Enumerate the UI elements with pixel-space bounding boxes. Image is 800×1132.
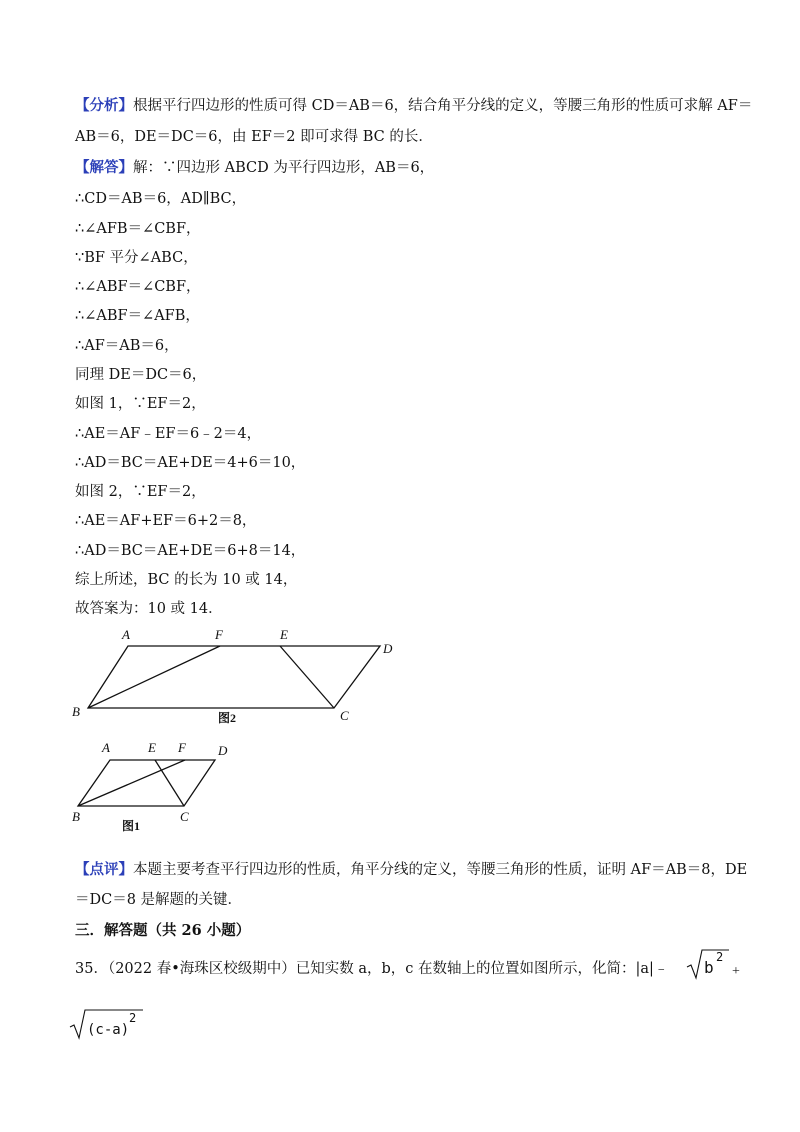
fig2-caption: 图2 xyxy=(218,711,237,725)
analysis-text-1: 根据平行四边形的性质可得 CD＝AB＝6，结合角平分线的定义，等腰三角形的性质可求解 AF＝ xyxy=(133,98,753,114)
fig1-label-A: A xyxy=(102,740,110,755)
figure-2-parallelogram xyxy=(60,622,410,732)
fig2-label-E: E xyxy=(280,627,288,642)
solution-line: 同理 DE＝DC＝6， xyxy=(75,367,207,383)
sqrt2-radicand: (c-a) xyxy=(87,1022,130,1038)
solution-line: ∵BF 平分∠ABC， xyxy=(75,250,198,266)
solution-line-1 xyxy=(75,158,434,178)
comment-tag: 【点评】 xyxy=(75,861,133,878)
problem-35-text: 35．（2022 春•海珠区校级期中）已知实数 a，b，c 在数轴上的位置如图所示，化简：|a|﹣ xyxy=(75,961,669,977)
sqrt-c-minus-a-squared xyxy=(68,1005,168,1043)
analysis-text-2: AB＝6，DE＝DC＝6，由 EF＝2 即可求得 BC 的长． xyxy=(75,129,433,145)
solution-line: ∴AE＝AF﹣EF＝6﹣2＝4， xyxy=(75,426,262,442)
fig2-label-F: F xyxy=(215,627,223,642)
sqrt1-radicand: b xyxy=(704,958,714,977)
fig2-parallelogram-outline xyxy=(88,646,380,708)
sqrt-b-squared xyxy=(685,945,745,983)
solution-line: ∴AD＝BC＝AE+DE＝4+6＝10， xyxy=(75,455,306,471)
solution-line: ∴AE＝AF+EF＝6+2＝8， xyxy=(75,513,257,529)
fig1-label-D: D xyxy=(218,743,228,758)
solution-line: ∴∠AFB＝∠CBF， xyxy=(75,221,201,237)
plus-sign: + xyxy=(732,964,740,979)
analysis-tag: 【分析】 xyxy=(75,97,133,114)
comment-line-2 xyxy=(75,890,242,910)
sqrt2-exponent: 2 xyxy=(129,1011,137,1025)
fig1-parallelogram-outline xyxy=(78,760,215,806)
fig2-label-A: A xyxy=(122,627,130,642)
figure-1-parallelogram xyxy=(60,737,260,837)
comment-text-1: 本题主要考查平行四边形的性质，角平分线的定义，等腰三角形的性质，证明 AF＝AB＝8，DE xyxy=(133,862,748,878)
solution-line: 故答案为：10 或 14． xyxy=(75,601,223,617)
fig2-label-B: B xyxy=(72,704,80,719)
comment-line-1 xyxy=(75,860,747,880)
solution-line: 综上所述，BC 的长为 10 或 14， xyxy=(75,572,298,588)
section-heading: 三．解答题（共 26 小题） xyxy=(75,922,251,939)
solution-line: ∴∠ABF＝∠CBF， xyxy=(75,279,201,295)
fig1-label-F: F xyxy=(178,740,186,755)
sqrt1-exponent: 2 xyxy=(716,950,724,964)
solution-line: ∴CD＝AB＝6，AD∥BC， xyxy=(75,191,247,207)
fig1-label-B: B xyxy=(72,809,80,824)
solution-line: ∴AF＝AB＝6， xyxy=(75,338,179,354)
fig1-label-C: C xyxy=(180,809,189,824)
solution-line: ∴∠ABF＝∠AFB， xyxy=(75,308,200,324)
solution-line: ∴AD＝BC＝AE+DE＝6+8＝14， xyxy=(75,543,306,559)
analysis-line-2 xyxy=(75,127,433,147)
solution-line: 如图 2，∵EF＝2， xyxy=(75,484,206,500)
solution-line: 如图 1，∵EF＝2， xyxy=(75,396,206,412)
comment-text-2: ＝DC＝8 是解题的关键． xyxy=(75,892,243,908)
fig2-label-D: D xyxy=(383,641,393,656)
solution-tag: 【解答】 xyxy=(75,159,133,176)
fig2-segment-CE xyxy=(280,646,334,708)
analysis-line-1 xyxy=(75,96,752,116)
solution-text: 解：∵四边形 ABCD 为平行四边形，AB＝6， xyxy=(133,160,435,176)
fig1-label-E: E xyxy=(148,740,156,755)
fig1-caption: 图1 xyxy=(122,819,141,833)
fig2-label-C: C xyxy=(340,708,349,723)
